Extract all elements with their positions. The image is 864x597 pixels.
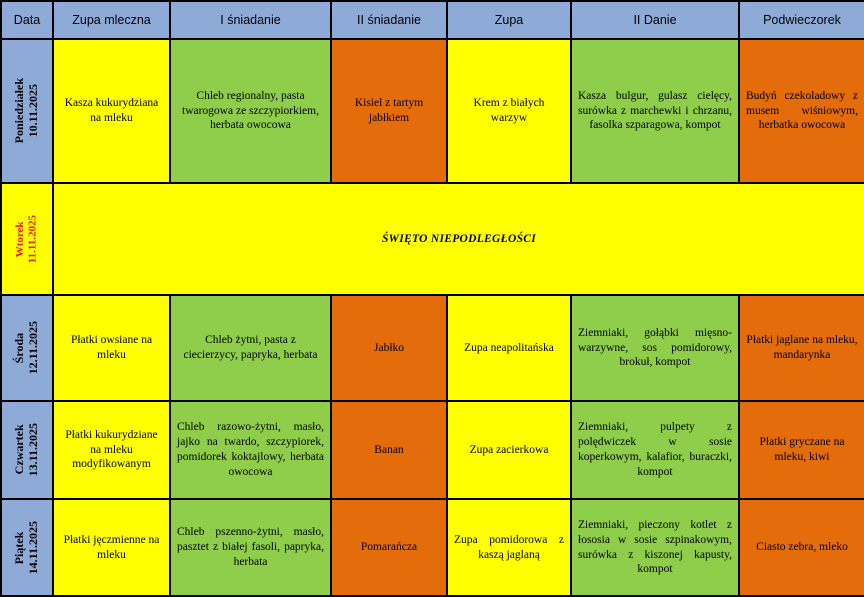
date-cell-thursday bbox=[1, 401, 53, 499]
meal-soup: Krem z białych warzyw bbox=[447, 39, 571, 183]
meal-afternoon-snack: Ciasto zebra, mleko bbox=[739, 499, 864, 596]
meal-main-course: Ziemniaki, gołąbki mięsno-warzywne, sos pomidorowy, brokuł, kompot bbox=[571, 295, 739, 401]
date-cell-friday bbox=[1, 499, 53, 596]
table-row-tuesday bbox=[1, 183, 864, 295]
meal-breakfast-2: Kisiel z tartym jabłkiem bbox=[331, 39, 447, 183]
table-row-friday bbox=[1, 499, 864, 596]
day-date: 13.11.2025 bbox=[26, 423, 40, 477]
holiday-banner: ŚWIĘTO NIEPODLEGŁOŚCI bbox=[53, 183, 864, 295]
meal-breakfast-2: Banan bbox=[331, 401, 447, 499]
date-label-wednesday bbox=[13, 321, 41, 374]
day-date: 12.11.2025 bbox=[26, 321, 40, 375]
meal-afternoon-snack: Budyń czekoladowy z musem wiśniowym, herbatka owocowa bbox=[739, 39, 864, 183]
meal-soup: Zupa pomidorowa z kaszą jaglaną bbox=[447, 499, 571, 596]
header-breakfast-2: II śniadanie bbox=[331, 1, 447, 39]
header-milk-soup: Zupa mleczna bbox=[53, 1, 170, 39]
header-breakfast-1: I śniadanie bbox=[170, 1, 331, 39]
header-soup: Zupa bbox=[447, 1, 571, 39]
meal-soup: Zupa neapolitańska bbox=[447, 295, 571, 401]
header-afternoon-snack: Podwieczorek bbox=[739, 1, 864, 39]
meal-milk-soup: Płatki jęczmienne na mleku bbox=[53, 499, 170, 596]
meal-main-course: Kasza bulgur, gulasz cielęcy, surówka z marchewki i chrzanu, fasolka szparagowa, kompot bbox=[571, 39, 739, 183]
meal-main-course: Ziemniaki, pieczony kotlet z łososia w sosie szpinakowym, surówka z kiszonej kapusty, kompot bbox=[571, 499, 739, 596]
day-date: 11.11.2025 bbox=[27, 214, 39, 264]
date-label-monday bbox=[13, 78, 41, 143]
meal-milk-soup: Płatki kukurydziane na mleku modyfikowanym bbox=[53, 401, 170, 499]
meal-soup: Zupa zacierkowa bbox=[447, 401, 571, 499]
meal-breakfast-1: Chleb pszenno-żytni, masło, pasztet z białej fasoli, papryka, herbata bbox=[170, 499, 331, 596]
date-cell-wednesday bbox=[1, 295, 53, 401]
meal-breakfast-2: Jabłko bbox=[331, 295, 447, 401]
meal-main-course: Ziemniaki, pulpety z polędwiczek w sosie koperkowym, kalafior, buraczki, kompot bbox=[571, 401, 739, 499]
meal-breakfast-1: Chleb razowo-żytni, masło, jajko na twardo, szczypiorek, pomidorek koktajlowy, herbata owocowa bbox=[170, 401, 331, 499]
table-row-monday bbox=[1, 39, 864, 183]
header-date: Data bbox=[1, 1, 53, 39]
day-name: Wtorek bbox=[14, 221, 27, 257]
day-name: Czwartek bbox=[12, 425, 27, 475]
meal-milk-soup: Płatki owsiane na mleku bbox=[53, 295, 170, 401]
date-label-thursday bbox=[13, 423, 41, 476]
meal-afternoon-snack: Płatki jaglane na mleku, mandarynka bbox=[739, 295, 864, 401]
day-date: 10.11.2025 bbox=[26, 84, 40, 138]
meal-milk-soup: Kasza kukurydziana na mleku bbox=[53, 39, 170, 183]
date-label-friday bbox=[13, 521, 41, 574]
day-name: Poniedziałek bbox=[12, 78, 27, 144]
date-cell-monday bbox=[1, 39, 53, 183]
day-name: Piątek bbox=[12, 531, 27, 564]
date-cell-tuesday bbox=[1, 183, 53, 295]
date-label-tuesday bbox=[14, 215, 39, 263]
day-name: Środa bbox=[12, 332, 27, 364]
header-main-course: II Danie bbox=[571, 1, 739, 39]
day-date: 14.11.2025 bbox=[26, 520, 40, 575]
table-row-thursday bbox=[1, 401, 864, 499]
table-row-wednesday bbox=[1, 295, 864, 401]
meal-afternoon-snack: Płatki gryczane na mleku, kiwi bbox=[739, 401, 864, 499]
meal-breakfast-1: Chleb żytni, pasta z ciecierzycy, papryka, herbata bbox=[170, 295, 331, 401]
header-row bbox=[1, 1, 864, 39]
meal-breakfast-2: Pomarańcza bbox=[331, 499, 447, 596]
meal-breakfast-1: Chleb regionalny, pasta twarogowa ze szczypiorkiem, herbata owocowa bbox=[170, 39, 331, 183]
